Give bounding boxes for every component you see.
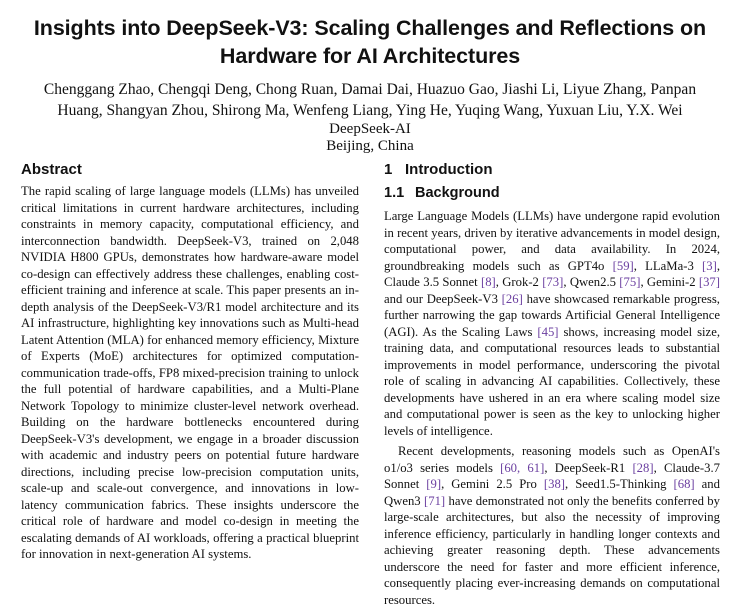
citation-link[interactable]: [71]	[424, 493, 446, 508]
intro-paragraph-2	[384, 443, 720, 608]
paper-title-line-1: Insights into DeepSeek-V3: Scaling Challenges and Reflections on	[33, 16, 707, 40]
citation-link[interactable]: [26]	[501, 291, 523, 306]
citation-link[interactable]: [45]	[537, 324, 559, 339]
citation-link[interactable]: [60, 61]	[500, 460, 545, 475]
abstract-text: The rapid scaling of large language models (LLMs) has unveiled critical limitations in current hardware architectures, including constraints in memory capacity, computational efficiency, and interconnection bandwidth. DeepSeek-V3, trained on 2,048 NVIDIA H800 GPUs, demonstrates how hardware-aware model co-design can effectively address these challenges, enabling cost-efficient training and inference at scale. This paper presents an in-depth analysis of the DeepSeek-V3/R1 model architecture and its AI infrastructure, highlighting key innovations such as Multi-head Latent Attention (MLA) for enhanced memory efficiency, Mixture of Experts (MoE) architectures for optimized computation-communication trade-offs, FP8 mixed-precision training to unlock the full potential of hardware capabilities, and a Multi-Plane Network Topology to minimize cluster-level network overhead. Building on the hardware bottlenecks encountered during DeepSeek-V3's development, we engage in a broader discussion with academic and industry peers on potential future hardware directions, including precise low-precision computation units, scale-up and scale-out convergence, and innovations in low-latency communication fabrics. These insights underscore the critical role of hardware and model co-design in meeting the escalating demands of AI workloads, offering a practical blueprint for innovation in next-generation AI systems.	[21, 184, 359, 561]
affiliation: DeepSeek-AI	[329, 121, 411, 137]
text-run: , DeepSeek-R1	[544, 460, 633, 475]
citation-link[interactable]: [37]	[698, 275, 720, 289]
text-run: , Gemini-2	[640, 275, 699, 289]
subsection-heading-background	[384, 183, 720, 203]
text-run: Recent developments, reasoning models such as OpenAI's o1/o3 series models	[384, 444, 720, 475]
author-list-line-1: Chenggang Zhao, Chengqi Deng, Chong Ruan, Damai Dai, Huazuo Gao, Jiashi Li, Liyue Zhang, Panpan	[43, 81, 697, 98]
text-run: , Seed1.5-Thinking	[565, 477, 674, 491]
text-run: , Claude 3.5 Sonnet	[384, 258, 720, 289]
section-number: 1	[384, 161, 393, 178]
citation-link[interactable]: [75]	[619, 275, 641, 289]
intro-paragraph-1	[384, 208, 720, 439]
author-list-line-2: Huang, Shangyan Zhou, Shirong Ma, Wenfeng Liang, Ying He, Yuqing Wang, Yuxuan Liu, Y.X. Wei	[57, 102, 683, 119]
section-title: Introduction	[405, 161, 493, 178]
affiliation-location: Beijing, China	[326, 138, 414, 154]
citation-link[interactable]: [68]	[673, 477, 695, 491]
text-run: , LLaMa-3	[633, 258, 703, 273]
citation-link[interactable]: [8]	[480, 275, 496, 289]
text-run: , Gemini 2.5 Pro	[441, 477, 544, 491]
text-run: and our DeepSeek-V3	[384, 291, 502, 306]
citation-link[interactable]: [73]	[542, 275, 564, 289]
section-heading-introduction	[384, 160, 720, 180]
text-run: have demonstrated not only the benefits conferred by large-scale architectures, but also the necessity of improving inference efficiency, particularly in handling longer contexts and achieving greater reasoning depth. These advancements underscore the need for faster and more efficient inference, consequently placing ever-increasing demands on computational resources.	[384, 493, 720, 607]
subsection-title: Background	[415, 185, 500, 201]
abstract-column	[21, 160, 359, 563]
paper-title-line-2: Hardware for AI Architectures	[219, 44, 521, 68]
text-run: and Qwen3	[384, 477, 720, 508]
citation-link[interactable]: [3]	[702, 258, 717, 273]
introduction-column	[384, 160, 720, 608]
text-run: , Qwen2.5	[563, 275, 620, 289]
subsection-number: 1.1	[384, 185, 405, 201]
text-run: , Grok-2	[495, 275, 543, 289]
citation-link[interactable]: [28]	[632, 460, 654, 475]
paper-title	[0, 14, 740, 70]
text-run: , Claude-3.7 Sonnet	[384, 460, 720, 491]
citation-link[interactable]: [38]	[543, 477, 566, 491]
citation-link[interactable]: [9]	[426, 477, 442, 491]
citation-link[interactable]: [59]	[612, 258, 634, 273]
text-run: shows, increasing model size, training data, and computational resources leads to substantial improvements in model performance, underscoring the pivotal role of scaling in advancing AI capabilities. Collectively, these developments have ushered in an era where scaling model size and computational power is seen as the key to unlocking higher levels of intelligence.	[384, 324, 720, 438]
text-run: have showcased remarkable progress, further narrowing the gap towards Artificial General Intelligence (AGI). As the Scaling Laws	[384, 291, 720, 339]
abstract-heading: Abstract	[21, 161, 82, 178]
author-list	[20, 79, 720, 121]
text-run: Large Language Models (LLMs) have undergone rapid evolution in recent years, driven by iterative advancements in model design, computational power, and data availability. In 2024, groundbreaking models such as GPT4o	[384, 209, 720, 273]
